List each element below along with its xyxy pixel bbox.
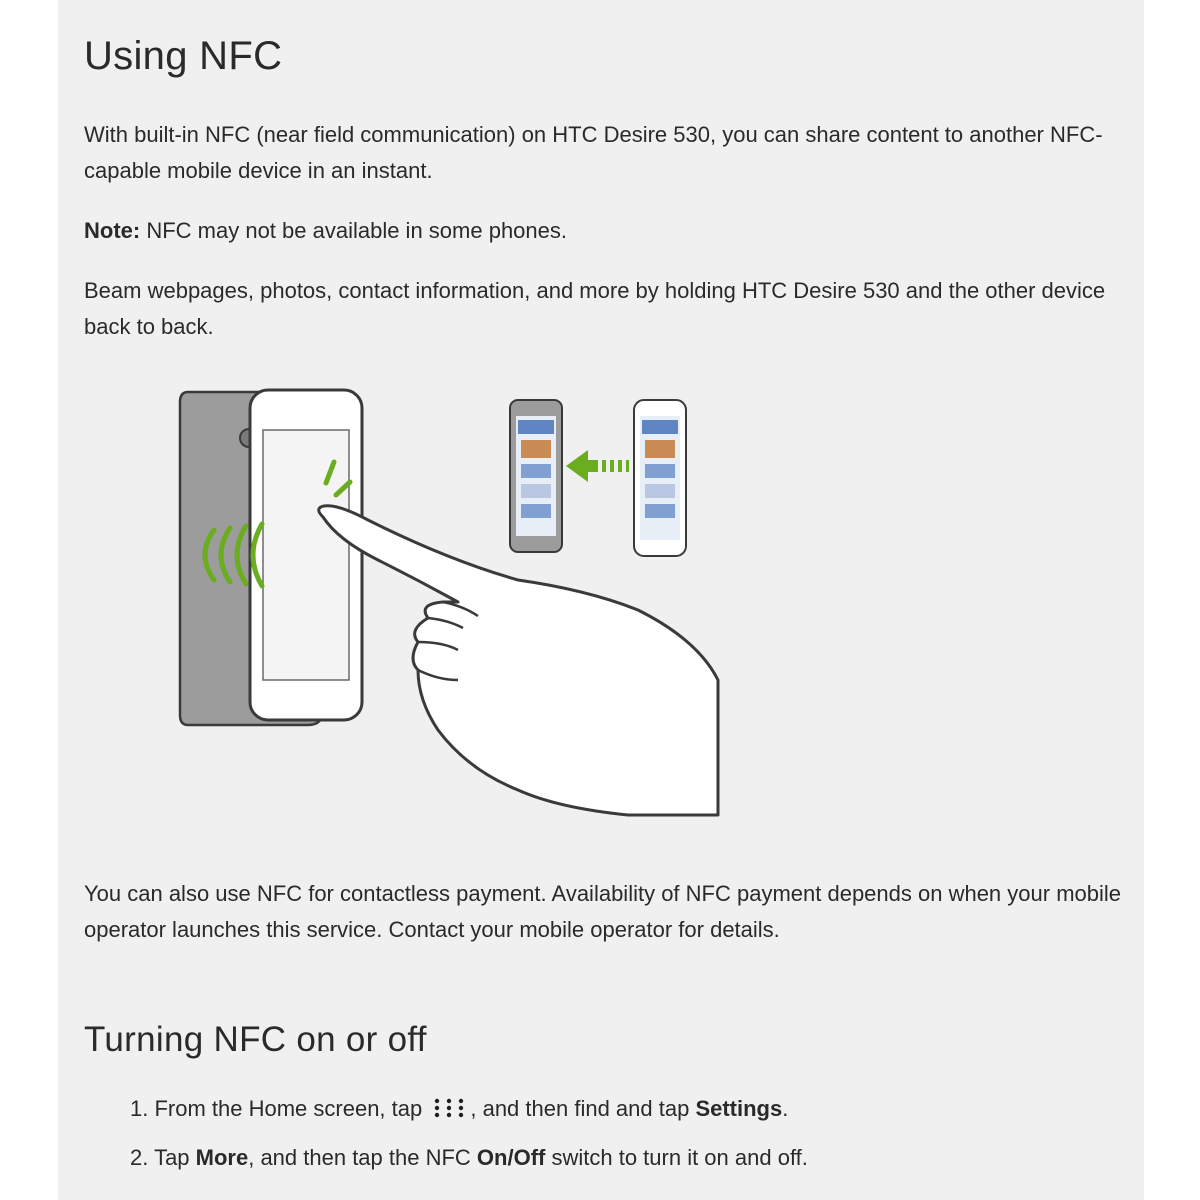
step-text: switch to turn it on and off.: [545, 1145, 808, 1170]
note-paragraph: [84, 213, 1124, 249]
steps-list: [130, 1090, 808, 1188]
beam-paragraph: Beam webpages, photos, contact information, and more by holding HTC Desire 530 and the other device back to back.: [84, 278, 1106, 339]
small-phone-left: [510, 400, 562, 552]
small-phone-right: [634, 400, 686, 556]
payment-paragraph: You can also use NFC for contactless payment. Availability of NFC payment depends on when your mobile operator launches this service. Contact your mobile operator for details.: [84, 881, 1121, 942]
list-item: [130, 1139, 808, 1177]
step-number: 1.: [130, 1096, 155, 1121]
nfc-illustration: [118, 380, 738, 840]
transfer-arrow-icon: [566, 450, 629, 482]
more-term: More: [195, 1145, 249, 1170]
manual-page: [58, 0, 1144, 1200]
step-text: , and then find and tap: [470, 1096, 696, 1121]
front-phone: [250, 390, 362, 720]
step-text: .: [782, 1096, 789, 1121]
step-text: , and then tap the NFC: [248, 1145, 477, 1170]
list-item: [130, 1090, 808, 1128]
step-number: 2.: [130, 1145, 155, 1170]
intro-paragraph: With built-in NFC (near field communication) on HTC Desire 530, you can share content to another NFC-capable mobile device in an instant.: [84, 122, 1103, 183]
apps-grid-icon: [432, 1097, 466, 1119]
on-off-term: On/Off: [476, 1145, 546, 1170]
step-text: Tap: [154, 1145, 196, 1170]
settings-term: Settings: [695, 1096, 783, 1121]
section-title-using-nfc: Using NFC: [84, 34, 283, 78]
section-title-turning-nfc: Turning NFC on or off: [84, 1020, 427, 1059]
step-text: From the Home screen, tap: [154, 1096, 429, 1121]
note-text: NFC may not be available in some phones.: [140, 218, 567, 243]
note-label: Note:: [84, 218, 141, 243]
